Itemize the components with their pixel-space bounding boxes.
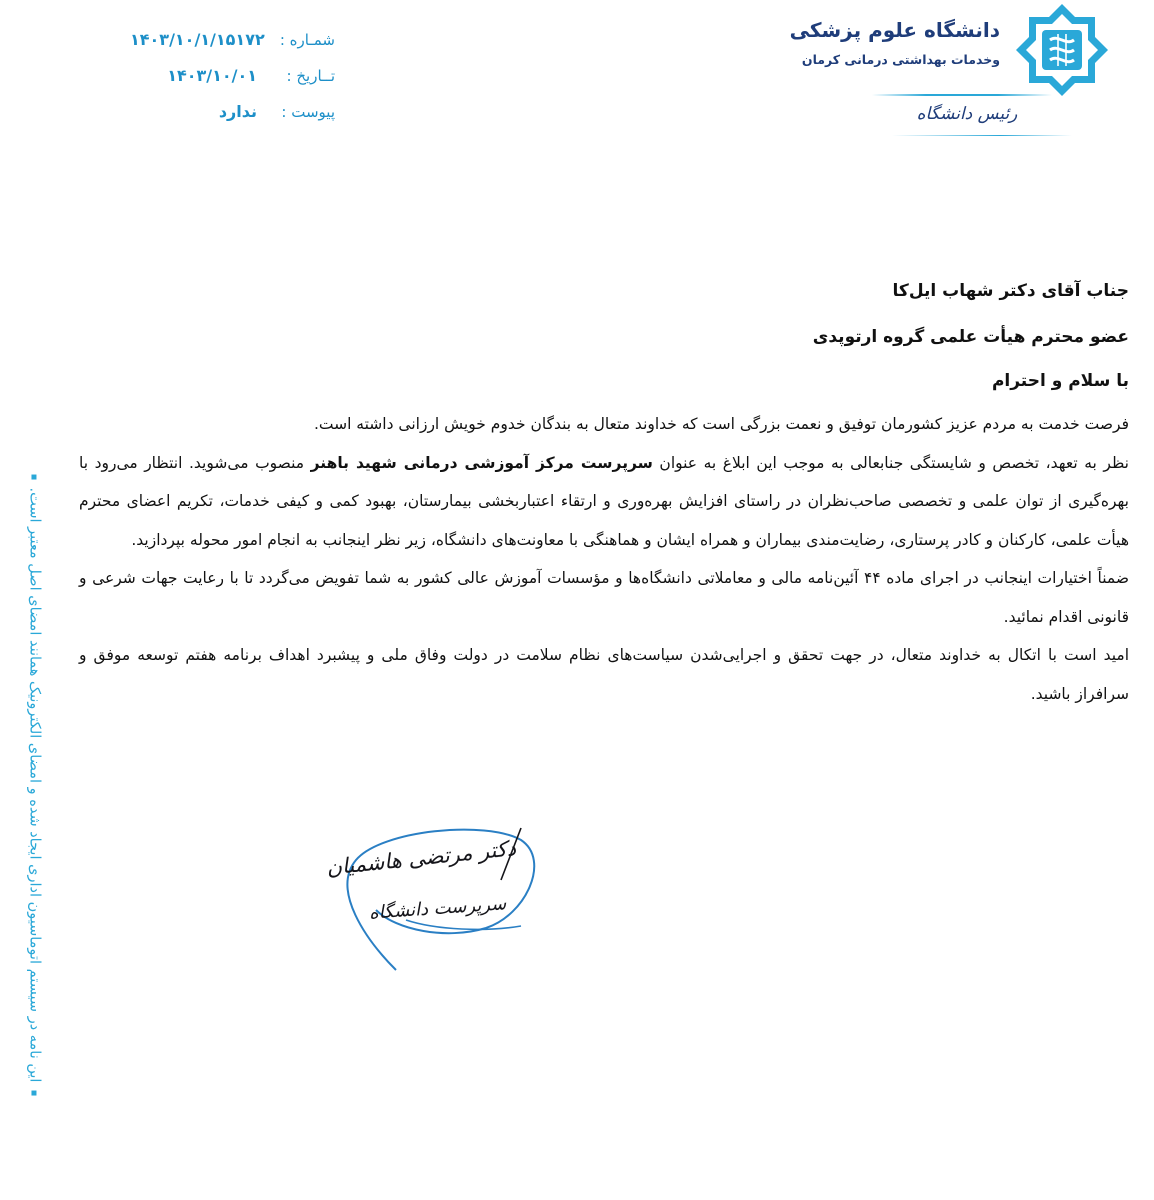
reference-date-label: تــاریخ : bbox=[286, 67, 335, 85]
paragraph-4: امید است با اتکال به خداوند متعال، در جهت تحقق و اجرایی‌شدن سیاست‌های نظام سلامت در دولت وفاق ملی و پیشبرد اهداف برنامه هفتم توسعه موفق و سرافراز باشید. bbox=[79, 646, 1129, 703]
reference-attachment-value: ندارد bbox=[218, 102, 257, 121]
automation-side-note bbox=[20, 487, 48, 1083]
reference-number-row bbox=[130, 22, 335, 58]
university-name: دانشگاه علوم پزشکی bbox=[789, 18, 1000, 42]
reference-date-value: ۱۴۰۳/۱۰/۰۱ bbox=[167, 66, 257, 85]
side-note-text: این نامه در سیستم اتوماسیون اداری ایجاد شده و امضای الکترونیک همانند امضای اصل معتبر است. bbox=[26, 467, 42, 1104]
reference-date-row bbox=[130, 58, 335, 94]
reference-number-value: ۱۴۰۳/۱۰/۱/۱۵۱۷۲ bbox=[130, 30, 265, 49]
office-divider bbox=[892, 135, 1072, 136]
addressee-name: جناب آقای دکتر شهاب ایل‌کا bbox=[892, 281, 1129, 301]
paragraph-3: ضمناً اختیارات اینجانب در اجرای ماده ۴۴ آئین‌نامه مالی و معاملاتی دانشگاه‌ها و مؤسسات آموزش عالی کشور به شما تفویض می‌گردد تا با رعایت جهات شرعی و قانونی اقدام نمائید. bbox=[79, 569, 1129, 626]
letterhead bbox=[789, 0, 1112, 145]
reference-number-label: شمـاره : bbox=[279, 31, 335, 49]
paragraph-2-intro: نظر به تعهد، تخصص و شایستگی جنابعالی به موجب این ابلاغ به عنوان bbox=[652, 453, 1129, 472]
appointment-title: سرپرست مرکز آموزشی درمانی شهید باهنر bbox=[310, 453, 653, 472]
reference-attachment-row bbox=[130, 94, 335, 130]
header-divider bbox=[872, 94, 1052, 96]
addressee-title: عضو محترم هیأت علمی گروه ارتوپدی bbox=[812, 327, 1129, 347]
paragraph-2 bbox=[79, 444, 1129, 560]
signature bbox=[324, 820, 541, 980]
paragraph-2-rest: منصوب می‌شوید. انتظار می‌رود با بهره‌گیری از توان علمی و تخصصی صاحب‌نظران در راستای افزایش بهره‌وری و ارتقاء اعتباربخشی بیمارستان، بهبود کمی و کیفی خدمات، تکریم اعضای محترم هیأت علمی، کارکنان و کادر پرستاری، رضایت‌مندی بیماران و همراه ایشان و هماهنگی با معاونت‌های دانشگاه، زیر نظر اینجانب به انجام امور محوله بپردازید. bbox=[79, 453, 1129, 549]
university-subtitle: وخدمات بهداشتی درمانی کرمان bbox=[801, 52, 1000, 67]
reference-block bbox=[130, 22, 335, 130]
signature-title: سرپرست دانشگاه bbox=[368, 893, 507, 924]
signature-name: دکتر مرتضی هاشمیان bbox=[324, 836, 517, 880]
reference-attachment-label: پیوست : bbox=[281, 103, 335, 121]
office-title: رئیس دانشگاه bbox=[916, 104, 1018, 124]
greeting: با سلام و احترام bbox=[991, 371, 1129, 391]
letter-body bbox=[79, 405, 1129, 713]
paragraph-1: فرصت خدمت به مردم عزیز کشورمان توفیق و نعمت بزرگی است که خداوند متعال به بندگان خدوم خویش ارزانی داشته است. bbox=[313, 415, 1129, 433]
university-emblem-icon bbox=[1012, 2, 1112, 98]
